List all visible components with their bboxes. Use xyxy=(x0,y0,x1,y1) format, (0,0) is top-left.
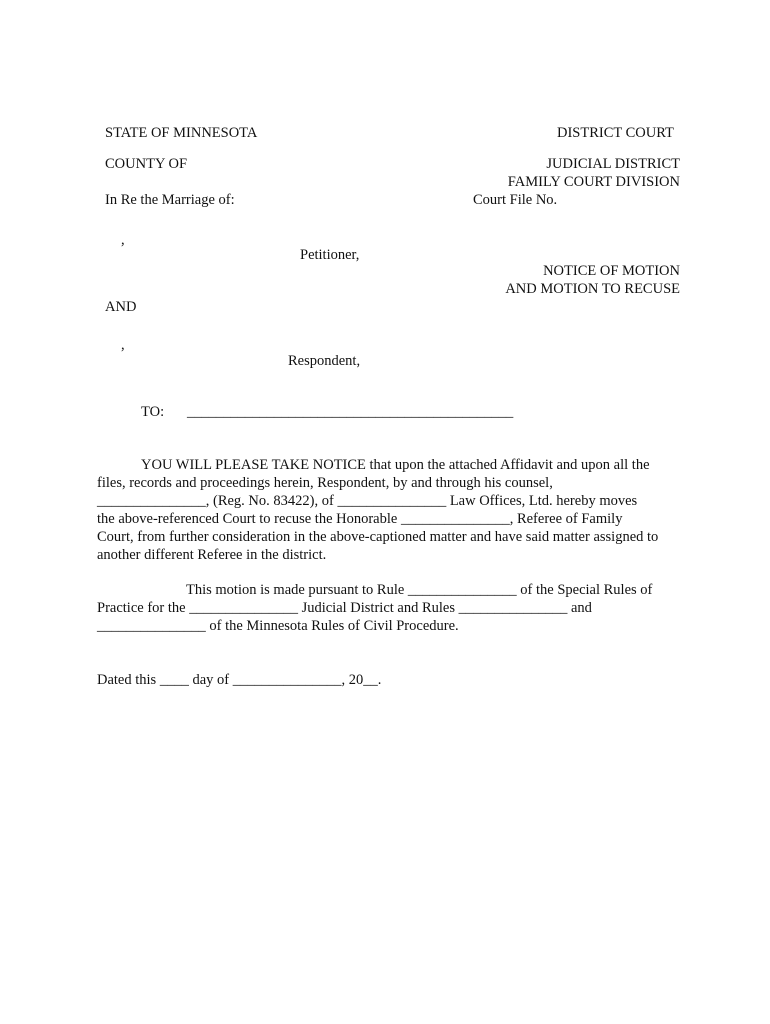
notice-paragraph xyxy=(97,456,658,564)
notice-line: files, records and proceedings herein, Respondent, by and through his counsel, xyxy=(97,475,553,491)
petitioner-name-comma: , xyxy=(121,232,125,248)
judicial-district-label: JUDICIAL DISTRICT xyxy=(546,156,680,172)
respondent-name-comma: , xyxy=(121,337,125,353)
court-file-label: Court File No. xyxy=(473,192,558,208)
to-label: TO: xyxy=(141,404,165,420)
notice-line: _______________, (Reg. No. 83422), of _______________ Law Offices, Ltd. hereby moves xyxy=(97,493,638,509)
dated-line: Dated this ____ day of _______________, 20__. xyxy=(97,672,382,688)
motion-line: This motion is made pursuant to Rule _______________ of the Special Rules of xyxy=(186,582,653,598)
to-blank-line: _____________________________________________ xyxy=(187,404,514,420)
notice-line: the above-referenced Court to recuse the Honorable _______________, Referee of Family xyxy=(97,511,623,527)
and-label: AND xyxy=(105,299,137,315)
motion-paragraph xyxy=(97,581,652,635)
notice-line: Court, from further consideration in the above-captioned matter and have said matter assigned to xyxy=(97,529,659,545)
state-name: STATE OF MINNESOTA xyxy=(105,125,258,141)
respondent-label: Respondent, xyxy=(288,353,361,369)
in-re-label: In Re the Marriage of: xyxy=(105,192,235,208)
document-title-line2: AND MOTION TO RECUSE xyxy=(505,281,680,297)
notice-line: another different Referee in the district. xyxy=(97,547,327,563)
court-name: DISTRICT COURT xyxy=(557,125,674,141)
motion-line: _______________ of the Minnesota Rules of Civil Procedure. xyxy=(97,618,459,634)
petitioner-label: Petitioner, xyxy=(300,247,360,263)
county-label: COUNTY OF xyxy=(105,156,188,172)
document-title-line1: NOTICE OF MOTION xyxy=(543,263,680,279)
division-label: FAMILY COURT DIVISION xyxy=(507,174,680,190)
notice-line: YOU WILL PLEASE TAKE NOTICE that upon the attached Affidavit and upon all the xyxy=(141,457,650,473)
motion-line: Practice for the _______________ Judicial District and Rules _______________ and xyxy=(97,600,592,616)
